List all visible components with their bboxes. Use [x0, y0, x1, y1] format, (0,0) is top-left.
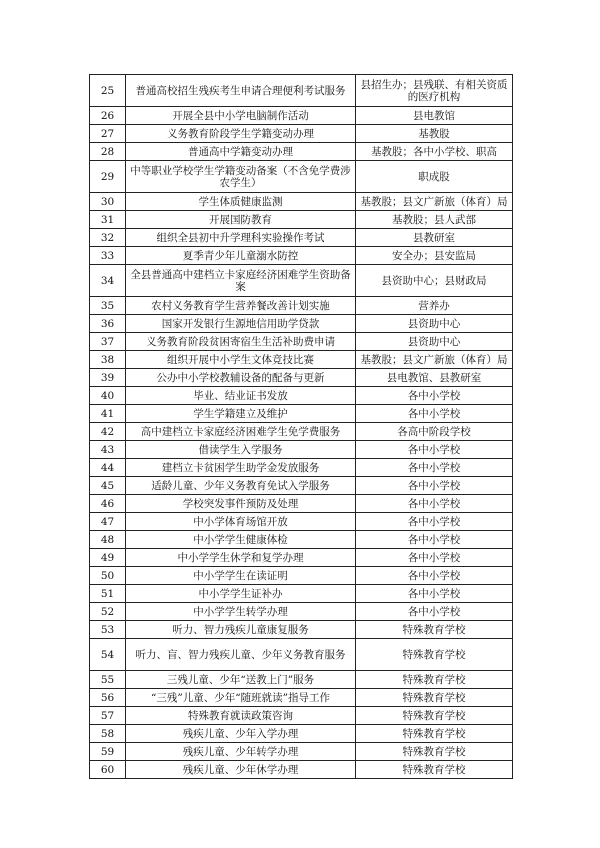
- row-number-cell: 53: [90, 621, 126, 639]
- service-item-cell: 义务教育阶段贫困寄宿生生活补助费申请: [126, 333, 356, 351]
- row-number-cell: 44: [90, 459, 126, 477]
- service-item-cell: 学生学籍建立及维护: [126, 405, 356, 423]
- table-row: [90, 423, 513, 441]
- table-row: [90, 333, 513, 351]
- row-number-cell: 41: [90, 405, 126, 423]
- department-cell: 县招生办；县残联、有相关资质的医疗机构: [356, 75, 513, 107]
- row-number-cell: 54: [90, 639, 126, 671]
- row-number-cell: 58: [90, 725, 126, 743]
- service-item-cell: 夏季青少年儿童溺水防控: [126, 247, 356, 265]
- department-cell: 各中小学校: [356, 549, 513, 567]
- department-cell: 各中小学校: [356, 441, 513, 459]
- service-item-cell: 借读学生入学服务: [126, 441, 356, 459]
- table-row: [90, 125, 513, 143]
- service-item-cell: 国家开发银行生源地信用助学贷款: [126, 315, 356, 333]
- row-number-cell: 31: [90, 211, 126, 229]
- row-number-cell: 32: [90, 229, 126, 247]
- service-item-cell: 适龄儿童、少年义务教育免试入学服务: [126, 477, 356, 495]
- row-number-cell: 50: [90, 567, 126, 585]
- row-number-cell: 49: [90, 549, 126, 567]
- department-cell: 县资助中心；县财政局: [356, 265, 513, 297]
- row-number-cell: 55: [90, 671, 126, 689]
- row-number-cell: 51: [90, 585, 126, 603]
- department-cell: 县电教馆、县教研室: [356, 369, 513, 387]
- department-cell: 安全办；县安监局: [356, 247, 513, 265]
- row-number-cell: 25: [90, 75, 126, 107]
- department-cell: 特殊教育学校: [356, 761, 513, 779]
- table-row: [90, 161, 513, 193]
- table-row: [90, 247, 513, 265]
- table-row: [90, 459, 513, 477]
- row-number-cell: 35: [90, 297, 126, 315]
- row-number-cell: 28: [90, 143, 126, 161]
- department-cell: 基教股；县文广新旅（体育）局: [356, 193, 513, 211]
- service-item-cell: 特殊教育就读政策咨询: [126, 707, 356, 725]
- service-item-cell: 中小学学生健康体检: [126, 531, 356, 549]
- table-row: [90, 761, 513, 779]
- row-number-cell: 27: [90, 125, 126, 143]
- department-cell: 县资助中心: [356, 315, 513, 333]
- service-item-cell: 听力、智力残疾儿童康复服务: [126, 621, 356, 639]
- department-cell: 各中小学校: [356, 495, 513, 513]
- row-number-cell: 29: [90, 161, 126, 193]
- service-item-cell: 全县普通高中建档立卡家庭经济困难学生资助备案: [126, 265, 356, 297]
- department-cell: 基教股；县人武部: [356, 211, 513, 229]
- service-item-cell: 普通高中学籍变动办理: [126, 143, 356, 161]
- department-cell: 特殊教育学校: [356, 639, 513, 671]
- table-row: [90, 603, 513, 621]
- table-row: [90, 229, 513, 247]
- row-number-cell: 42: [90, 423, 126, 441]
- table-row: [90, 405, 513, 423]
- service-item-cell: 三残儿童、少年“送教上门”服务: [126, 671, 356, 689]
- department-cell: 基教股；县文广新旅（体育）局: [356, 351, 513, 369]
- service-item-cell: 中等职业学校学生学籍变动备案（不含免学费涉农学生）: [126, 161, 356, 193]
- row-number-cell: 30: [90, 193, 126, 211]
- row-number-cell: 52: [90, 603, 126, 621]
- department-cell: 县教研室: [356, 229, 513, 247]
- department-cell: 县电教馆: [356, 107, 513, 125]
- service-item-cell: 普通高校招生残疾考生申请合理便利考试服务: [126, 75, 356, 107]
- table-row: [90, 689, 513, 707]
- service-item-cell: “三残”儿童、少年“随班就读”指导工作: [126, 689, 356, 707]
- row-number-cell: 40: [90, 387, 126, 405]
- department-cell: 特殊教育学校: [356, 707, 513, 725]
- row-number-cell: 36: [90, 315, 126, 333]
- service-item-cell: 组织全县初中升学理科实验操作考试: [126, 229, 356, 247]
- service-item-cell: 残疾儿童、少年入学办理: [126, 725, 356, 743]
- service-item-cell: 中小学学生休学和复学办理: [126, 549, 356, 567]
- department-cell: 各中小学校: [356, 603, 513, 621]
- table-row: [90, 725, 513, 743]
- service-item-cell: 公办中小学校教辅设备的配备与更新: [126, 369, 356, 387]
- department-cell: 县资助中心: [356, 333, 513, 351]
- department-cell: 各中小学校: [356, 585, 513, 603]
- table-row: [90, 513, 513, 531]
- department-cell: 基教股；各中小学校、职高: [356, 143, 513, 161]
- department-cell: 各高中阶段学校: [356, 423, 513, 441]
- department-cell: 特殊教育学校: [356, 689, 513, 707]
- service-table: [89, 74, 513, 779]
- row-number-cell: 38: [90, 351, 126, 369]
- table-row: [90, 495, 513, 513]
- table-row: [90, 315, 513, 333]
- service-item-cell: 学生体质健康监测: [126, 193, 356, 211]
- table-row: [90, 143, 513, 161]
- table-row: [90, 211, 513, 229]
- department-cell: 各中小学校: [356, 459, 513, 477]
- row-number-cell: 48: [90, 531, 126, 549]
- service-item-cell: 建档立卡贫困学生助学金发放服务: [126, 459, 356, 477]
- service-item-cell: 中小学学生证补办: [126, 585, 356, 603]
- row-number-cell: 43: [90, 441, 126, 459]
- row-number-cell: 47: [90, 513, 126, 531]
- table-row: [90, 387, 513, 405]
- department-cell: 各中小学校: [356, 513, 513, 531]
- table-row: [90, 671, 513, 689]
- service-item-cell: 残疾儿童、少年转学办理: [126, 743, 356, 761]
- department-cell: 各中小学校: [356, 387, 513, 405]
- table-row: [90, 621, 513, 639]
- table-row: [90, 531, 513, 549]
- row-number-cell: 56: [90, 689, 126, 707]
- table-row: [90, 369, 513, 387]
- service-item-cell: 听力、盲、智力残疾儿童、少年义务教育服务: [126, 639, 356, 671]
- department-cell: 特殊教育学校: [356, 621, 513, 639]
- table-row: [90, 441, 513, 459]
- department-cell: 各中小学校: [356, 567, 513, 585]
- row-number-cell: 39: [90, 369, 126, 387]
- table-row: [90, 585, 513, 603]
- service-item-cell: 农村义务教育学生营养餐改善计划实施: [126, 297, 356, 315]
- table-row: [90, 265, 513, 297]
- department-cell: 各中小学校: [356, 477, 513, 495]
- service-item-cell: 学校突发事件预防及处理: [126, 495, 356, 513]
- department-cell: 职成股: [356, 161, 513, 193]
- department-cell: 各中小学校: [356, 405, 513, 423]
- table-row: [90, 193, 513, 211]
- table-row: [90, 107, 513, 125]
- service-item-cell: 中小学学生转学办理: [126, 603, 356, 621]
- department-cell: 基教股: [356, 125, 513, 143]
- table-row: [90, 75, 513, 107]
- service-item-cell: 高中建档立卡家庭经济困难学生免学费服务: [126, 423, 356, 441]
- table-row: [90, 567, 513, 585]
- table-row: [90, 639, 513, 671]
- service-item-cell: 中小学学生在读证明: [126, 567, 356, 585]
- table-row: [90, 707, 513, 725]
- row-number-cell: 45: [90, 477, 126, 495]
- service-item-cell: 义务教育阶段学生学籍变动办理: [126, 125, 356, 143]
- table-row: [90, 477, 513, 495]
- row-number-cell: 59: [90, 743, 126, 761]
- service-item-cell: 开展全县中小学电脑制作活动: [126, 107, 356, 125]
- department-cell: 特殊教育学校: [356, 671, 513, 689]
- table-row: [90, 743, 513, 761]
- service-table-body: [90, 75, 513, 779]
- department-cell: 营养办: [356, 297, 513, 315]
- service-item-cell: 中小学体育场馆开放: [126, 513, 356, 531]
- service-item-cell: 组织开展中小学生文体竞技比赛: [126, 351, 356, 369]
- row-number-cell: 37: [90, 333, 126, 351]
- table-row: [90, 351, 513, 369]
- table-row: [90, 549, 513, 567]
- table-row: [90, 297, 513, 315]
- row-number-cell: 26: [90, 107, 126, 125]
- service-item-cell: 开展国防教育: [126, 211, 356, 229]
- department-cell: 特殊教育学校: [356, 725, 513, 743]
- row-number-cell: 60: [90, 761, 126, 779]
- department-cell: 特殊教育学校: [356, 743, 513, 761]
- service-item-cell: 残疾儿童、少年休学办理: [126, 761, 356, 779]
- row-number-cell: 34: [90, 265, 126, 297]
- department-cell: 各中小学校: [356, 531, 513, 549]
- row-number-cell: 46: [90, 495, 126, 513]
- service-item-cell: 毕业、结业证书发放: [126, 387, 356, 405]
- row-number-cell: 33: [90, 247, 126, 265]
- row-number-cell: 57: [90, 707, 126, 725]
